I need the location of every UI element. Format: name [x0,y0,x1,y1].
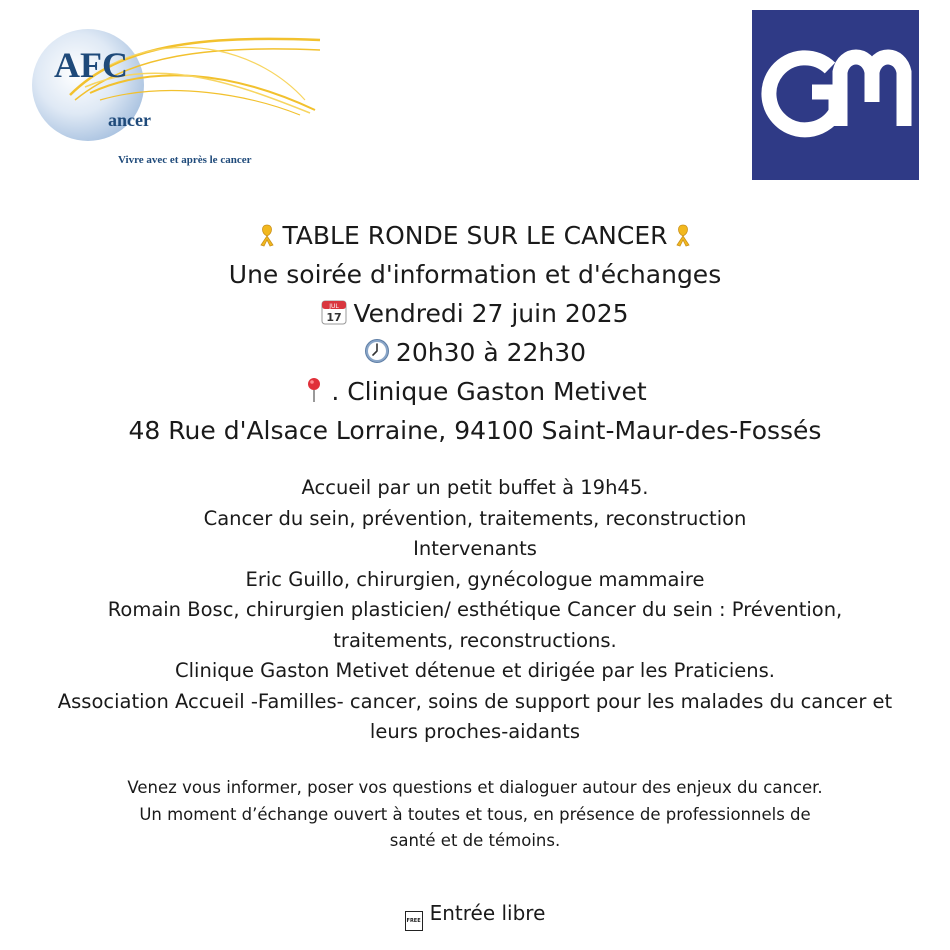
detail-line: leurs proches-aidants [369,720,581,743]
event-time: 20h30 à 22h30 [395,338,587,367]
svg-text:JUL: JUL [329,303,340,310]
gm-logo [752,10,919,180]
event-title: TABLE RONDE SUR LE CANCER [282,221,668,250]
event-header [0,216,950,450]
afc-tagline: Vivre avec et après le cancer [118,154,252,166]
calendar-icon [321,299,347,325]
detail-line: Clinique Gaston Metivet détenue et dirigée par les Praticiens. [175,659,775,682]
gm-logo-graphic [752,10,919,180]
event-venue-line [0,372,950,411]
event-address: 48 Rue d'Alsace Lorraine, 94100 Saint-Maur-des-Fossés [128,416,822,445]
detail-line: Cancer du sein, prévention, traitements, reconstruction [203,506,747,530]
event-intro [0,775,950,855]
entry-text: Entrée libre [429,901,546,925]
intro-line: santé et de témoins. [389,831,561,850]
ribbon-icon [674,223,692,247]
event-venue: . Clinique Gaston Metivet [331,377,647,406]
afc-cancer-logo [30,25,330,175]
detail-line: Intervenants [413,537,537,560]
afc-name: ancer [108,110,151,130]
gm-letters: GM [752,10,754,11]
event-subtitle: Une soirée d'information et d'échanges [228,260,722,289]
svg-text:17: 17 [326,311,343,324]
detail-line: Accueil par un petit buffet à 19h45. [301,476,649,499]
event-time-line [0,333,950,372]
detail-line: traitements, reconstructions. [333,628,617,652]
ribbon-icon [258,223,276,247]
entry-footer [0,898,950,931]
afc-letters: AFC [54,45,128,85]
event-date-line [0,294,950,333]
free-icon: FREE [405,911,423,931]
pin-icon [303,377,325,403]
detail-line: Romain Bosc, chirurgien plasticien/ esthétique Cancer du sein : Prévention, [107,598,843,621]
intro-line: Venez vous informer, poser vos questions et dialoguer autour des enjeux du cancer. [127,778,823,797]
afc-logo-graphic [30,25,330,155]
event-title-line [0,216,950,255]
event-date: Vendredi 27 juin 2025 [353,299,629,328]
clock-icon [364,338,390,364]
detail-line: Eric Guillo, chirurgien, gynécologue mammaire [245,567,705,591]
detail-line: Association Accueil -Familles- cancer, soins de support pour les malades du cancer et [57,689,893,713]
entry-line [0,898,950,931]
intro-line: Un moment d’échange ouvert à toutes et tous, en présence de professionnels de [139,804,811,824]
event-details [0,473,950,748]
